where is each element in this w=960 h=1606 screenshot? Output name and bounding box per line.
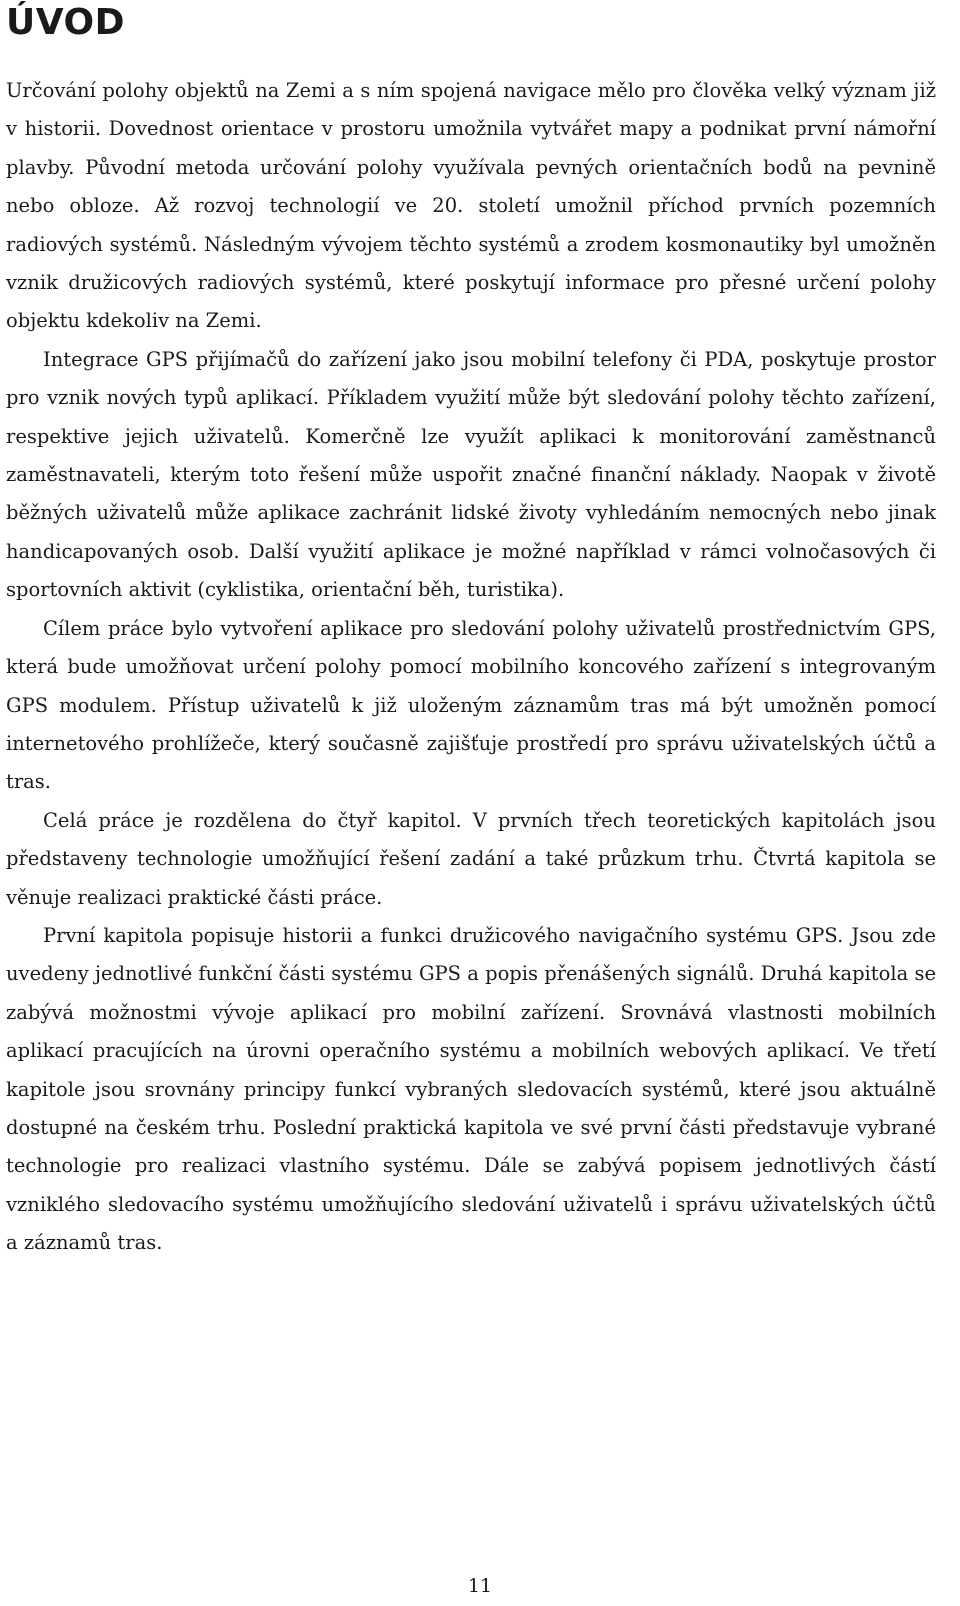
paragraph-gps-integration: Integrace GPS přijímačů do zařízení jako jsou mobilní telefony či PDA, poskytuje prostor pro vznik nových typů aplikací. Příkladem využití může být sledování polohy těchto zařízení, respektive jejich uživatelů. Komerčně lze využít aplikaci k monitorování zaměstnanců zaměstnavateli, kterým toto řešení může uspořit značné finanční náklady. Naopak v životě běžných uživatelů může aplikace zachránit lidské životy vyhledáním nemocných nebo jinak handicapovaných osob. Další využití aplikace je možné například v rámci volnočasových či sportovních aktivit (cyklistika, orientační běh, turistika). [6,347,936,602]
page-number: 11 [467,1575,493,1597]
chapter-heading: ÚVOD [6,2,125,43]
paragraph-introduction: Určování polohy objektů na Zemi a s ním spojená navigace mělo pro člověka velký význam již v historii. Dovednost orientace v prostoru umožnila vytvářet mapy a podnikat první námořní plavby. Původní metoda určování polohy využívala pevných orientačních bodů na pevnině nebo obloze. Až rozvoj technologií ve 20. století umožnil příchod prvních pozemních radiových systémů. Následným vývojem těchto systémů a zrodem kosmonautiky byl umožněn vznik družicových radiových systémů, které poskytují informace pro přesné určení polohy objektu kdekoliv na Zemi. [6,79,936,333]
paragraph-structure: Celá práce je rozdělena do čtyř kapitol. V prvních třech teoretických kapitolách jsou představeny technologie umožňující řešení zadání a také průzkum trhu. Čtvrtá kapitola se věnuje realizaci praktické části práce. [6,808,936,909]
paragraph-chapter-overview: První kapitola popisuje historii a funkci družicového navigačního systému GPS. Jsou zde uvedeny jednotlivé funkční části systému GPS a popis přenášených signálů. Druhá kapitola se zabývá možnostmi vývoje aplikací pro mobilní zařízení. Srovnává vlastnosti mobilních aplikací pracujících na úrovni operačního systému a mobilních webových aplikací. Ve třetí kapitole jsou srovnány principy funkcí vybraných sledovacích systémů, které jsou aktuálně dostupné na českém trhu. Poslední praktická kapitola ve své první části představuje vybrané technologie pro realizaci vlastního systému. Dále se zabývá popisem jednotlivých částí vzniklého sledovacího systému umožňujícího sledování uživatelů i správu uživatelských účtů a záznamů tras. [6,923,936,1255]
paragraph-goal: Cílem práce bylo vytvoření aplikace pro sledování polohy uživatelů prostřednictvím GPS, která bude umožňovat určení polohy pomocí mobilního koncového zařízení s integrovaným GPS modulem. Přístup uživatelů k již uloženým záznamům tras má být umožněn pomocí internetového prohlížeče, který současně zajišťuje prostředí pro správu uživatelských účtů a tras. [6,616,936,794]
body-text [6,72,936,1263]
